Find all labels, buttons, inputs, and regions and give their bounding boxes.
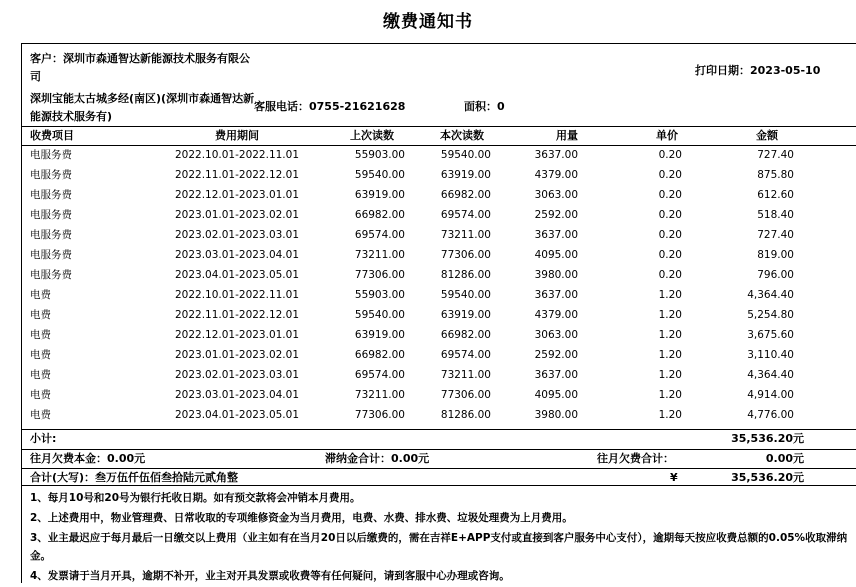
cell-amount: 796.00 [757,269,794,281]
note-item: 3、业主最迟应于每月最后一日缴交以上费用（业主如有在当月20日以后缴费的，需在吉祥E+APP支付或直接到客户服务中心支付），逾期每天按应收费总额的0.05%收取滞纳金。 [30,532,848,562]
header-usage: 用量 [556,129,578,142]
cell-usage: 3637.00 [534,289,578,301]
header-item: 收费项目 [30,129,74,142]
cell-amount: 875.80 [757,169,794,181]
cell-curr: 77306.00 [440,249,491,261]
cell-prev: 77306.00 [354,269,405,281]
table-row [22,226,856,246]
cell-prev: 66982.00 [354,349,405,361]
cell-item: 电费 [30,389,51,401]
cell-item: 电费 [30,369,51,381]
cell-price: 0.20 [658,249,682,261]
print-date: 打印日期：2023-05-10 [695,64,821,77]
cell-price: 1.20 [658,309,682,321]
cell-curr: 73211.00 [440,369,491,381]
header-amount: 金额 [756,129,778,142]
header-price: 单价 [656,129,678,142]
table-row [22,346,856,366]
cell-period: 2022.12.01-2023.01.01 [174,189,300,201]
arrears-total-value: 0.00元 [765,452,804,465]
table-row [22,146,856,166]
cell-period: 2022.11.01-2022.12.01 [174,169,300,181]
customer-name: 客户：深圳市森通智达新能源技术服务有限公司 [30,52,250,83]
note-item: 4、发票请于当月开具，逾期不补开，业主对开具发票或收费等有任何疑问，请到客服中心办理或咨询。 [30,570,510,582]
cell-usage: 4379.00 [534,169,578,181]
cell-curr: 81286.00 [440,269,491,281]
cell-usage: 3063.00 [534,329,578,341]
cell-period: 2023.03.01-2023.04.01 [174,389,300,401]
billing-sheet [21,43,856,583]
cell-period: 2022.10.01-2022.11.01 [174,149,300,161]
cell-price: 0.20 [658,229,682,241]
cell-item: 电服务费 [30,149,72,161]
cell-amount: 5,254.80 [747,309,794,321]
cell-usage: 2592.00 [534,209,578,221]
table-body [22,146,856,426]
cell-curr: 77306.00 [440,389,491,401]
cell-item: 电服务费 [30,269,72,281]
arrears-row [22,449,856,468]
cell-price: 1.20 [658,369,682,381]
cell-curr: 66982.00 [440,329,491,341]
cell-amount: 518.40 [757,209,794,221]
table-row [22,386,856,406]
cell-amount: 3,110.40 [747,349,794,361]
cell-price: 0.20 [658,209,682,221]
note-item: 2、上述费用中，物业管理费、日常收取的专项维修资金为当月费用，电费、水费、排水费、垃圾处理费为上月费用。 [30,512,573,524]
cell-period: 2023.02.01-2023.03.01 [174,229,300,241]
header-period: 费用期间 [215,129,259,142]
cell-amount: 4,364.40 [747,289,794,301]
cell-period: 2023.04.01-2023.05.01 [174,409,300,421]
cell-period: 2022.11.01-2022.12.01 [174,309,300,321]
cell-prev: 69574.00 [354,229,405,241]
total-caps: 合计(大写)：叁万伍仟伍佰叁拾陆元贰角整 [30,471,239,484]
subtotal-value: 35,536.20元 [731,432,804,445]
table-row [22,366,856,386]
cell-curr: 69574.00 [440,349,491,361]
table-row [22,306,856,326]
cell-curr: 69574.00 [440,209,491,221]
cell-curr: 63919.00 [440,169,491,181]
service-phone: 客服电话：0755-21621628 [254,100,406,113]
cell-period: 2023.03.01-2023.04.01 [174,249,300,261]
cell-price: 1.20 [658,349,682,361]
cell-prev: 63919.00 [354,329,405,341]
cell-amount: 4,776.00 [747,409,794,421]
cell-price: 0.20 [658,269,682,281]
cell-usage: 3063.00 [534,189,578,201]
cell-usage: 3637.00 [534,369,578,381]
cell-amount: 3,675.60 [747,329,794,341]
cell-period: 2022.10.01-2022.11.01 [174,289,300,301]
header-prev-reading: 上次读数 [350,129,394,142]
table-row [22,166,856,186]
cell-amount: 612.60 [757,189,794,201]
cell-item: 电服务费 [30,209,72,221]
cell-curr: 59540.00 [440,149,491,161]
cell-usage: 4379.00 [534,309,578,321]
table-row [22,206,856,226]
cell-period: 2023.01.01-2023.02.01 [174,349,300,361]
cell-prev: 66982.00 [354,209,405,221]
cell-price: 0.20 [658,169,682,181]
cell-usage: 3980.00 [534,409,578,421]
total-row [22,468,856,486]
cell-price: 1.20 [658,409,682,421]
cell-item: 电费 [30,409,51,421]
cell-price: 1.20 [658,289,682,301]
cell-item: 电服务费 [30,249,72,261]
table-row [22,406,856,426]
cell-usage: 4095.00 [534,249,578,261]
arrears-principal: 往月欠费本金：0.00元 [30,452,146,465]
cell-amount: 4,364.40 [747,369,794,381]
cell-prev: 55903.00 [354,289,405,301]
cell-prev: 63919.00 [354,189,405,201]
cell-item: 电费 [30,329,51,341]
cell-period: 2023.01.01-2023.02.01 [174,209,300,221]
cell-prev: 69574.00 [354,369,405,381]
cell-prev: 73211.00 [354,389,405,401]
cell-price: 1.20 [658,329,682,341]
cell-amount: 727.40 [757,229,794,241]
cell-curr: 59540.00 [440,289,491,301]
table-row [22,286,856,306]
yen-symbol: ¥ [670,471,678,484]
table-row [22,186,856,206]
cell-amount: 819.00 [757,249,794,261]
cell-amount: 727.40 [757,149,794,161]
late-fee-total: 滞纳金合计：0.00元 [325,452,430,465]
cell-curr: 73211.00 [440,229,491,241]
cell-price: 1.20 [658,389,682,401]
cell-price: 0.20 [658,189,682,201]
cell-price: 0.20 [658,149,682,161]
table-header [22,126,856,146]
table-row [22,266,856,286]
table-row [22,326,856,346]
cell-item: 电费 [30,309,51,321]
total-value: 35,536.20元 [731,471,804,484]
cell-item: 电服务费 [30,189,72,201]
area-value: 面积：0 [464,100,505,113]
cell-item: 电服务费 [30,229,72,241]
cell-prev: 77306.00 [354,409,405,421]
subtotal-label: 小计: [30,432,57,445]
cell-item: 电费 [30,289,51,301]
cell-period: 2023.02.01-2023.03.01 [174,369,300,381]
table-row [22,246,856,266]
cell-curr: 66982.00 [440,189,491,201]
cell-period: 2022.12.01-2023.01.01 [174,329,300,341]
customer-location: 深圳宝能太古城多经(南区)(深圳市森通智达新能源技术服务有) [30,92,255,123]
cell-prev: 59540.00 [354,309,405,321]
cell-item: 电服务费 [30,169,72,181]
cell-usage: 2592.00 [534,349,578,361]
cell-prev: 59540.00 [354,169,405,181]
cell-prev: 55903.00 [354,149,405,161]
cell-period: 2023.04.01-2023.05.01 [174,269,300,281]
page-title: 缴费通知书 [383,12,473,32]
cell-prev: 73211.00 [354,249,405,261]
cell-usage: 3637.00 [534,149,578,161]
arrears-total-label: 往月欠费合计： [597,452,674,465]
cell-usage: 4095.00 [534,389,578,401]
subtotal-row [22,429,856,449]
cell-amount: 4,914.00 [747,389,794,401]
note-item: 1、每月10号和20号为银行托收日期。如有预交款将会冲销本月费用。 [30,492,361,504]
cell-usage: 3980.00 [534,269,578,281]
header-curr-reading: 本次读数 [440,129,484,142]
cell-curr: 81286.00 [440,409,491,421]
cell-usage: 3637.00 [534,229,578,241]
cell-item: 电费 [30,349,51,361]
cell-curr: 63919.00 [440,309,491,321]
notes-section [22,485,856,587]
